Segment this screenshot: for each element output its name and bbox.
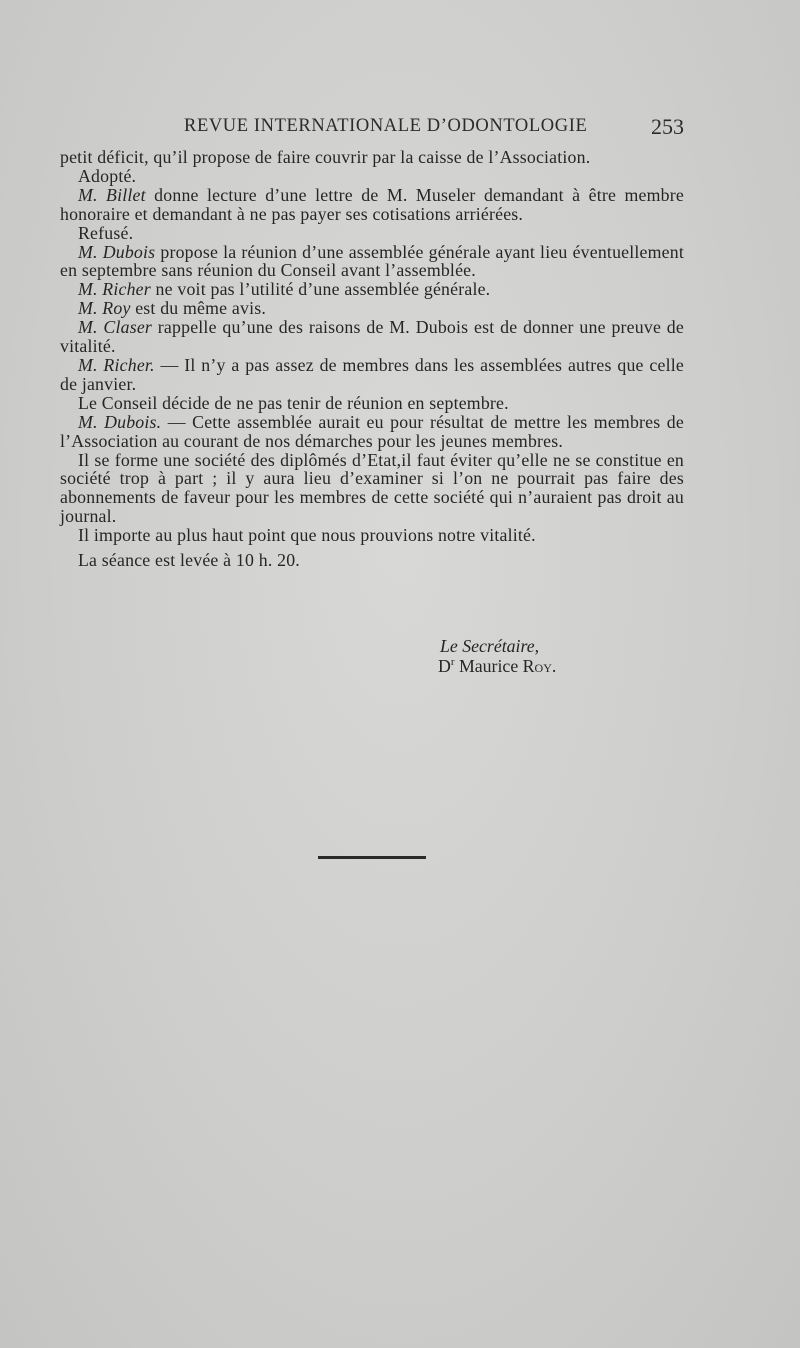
body-text	[60, 148, 684, 570]
speaker-name: M. Dubois.	[78, 411, 162, 432]
signature-name: $D^r$ Maurice Roy.	[438, 656, 557, 676]
signature-role: Le Secrétaire,	[440, 636, 540, 656]
closing-line: La séance est levée à 10 h. 20.	[78, 550, 300, 571]
paragraph: M. Claser rappelle qu’une des raisons de M. Dubois est de donner une preuve de vitalité.	[60, 317, 684, 357]
speaker-name: M. Richer	[78, 279, 151, 300]
paragraph: Refusé.	[78, 222, 134, 243]
speaker-name: M. Roy	[78, 298, 131, 319]
paragraph: M. Dubois. — Cette assemblée aurait eu pour résultat de mettre les membres de l’Association au courant de nos démarches pour les jeunes membres.	[60, 411, 684, 451]
paragraph: M. Billet donne lecture d’une lettre de M. Museler demandant à être membre honoraire et demandant à ne pas payer ses cotisations arriérées.	[60, 184, 684, 224]
paragraph: M. Richer. — Il n’y a pas assez de membres dans les assemblées autres que celle de janvier.	[60, 354, 684, 394]
end-rule	[318, 856, 426, 859]
paragraph: Il importe au plus haut point que nous prouvions notre vitalité.	[78, 525, 536, 546]
page-number: 253	[651, 114, 684, 139]
paragraph: Il se forme une société des diplômés d’Etat,il faut éviter qu’elle ne se constitue en société trop à part ; il y aura lieu d’examiner si l’on ne pourrait pas faire des abonnements de faveur pour les membres de cette société qui n’auraient pas droit au journal.	[60, 449, 684, 527]
speaker-name: M. Claser	[78, 317, 153, 338]
running-title: REVUE INTERNATIONALE D’ODONTOLOGIE	[184, 116, 588, 136]
paragraph: Adopté.	[78, 165, 137, 186]
speaker-name: M. Billet	[78, 184, 146, 205]
paragraph: Le Conseil décide de ne pas tenir de réunion en septembre.	[78, 392, 509, 413]
paragraph: M. Richer ne voit pas l’utilité d’une assemblée générale.	[78, 279, 491, 300]
speaker-name: M. Dubois	[78, 241, 156, 262]
signature-block	[440, 636, 556, 676]
running-head	[60, 116, 684, 140]
paragraph: petit déficit, qu’il propose de faire couvrir par la caisse de l’Association.	[60, 147, 591, 167]
paragraph: M. Roy est du même avis.	[78, 298, 266, 319]
paragraph: M. Dubois propose la réunion d’une assemblée générale ayant lieu éventuellement en septembre sans réunion du Conseil avant l’assemblée.	[60, 241, 684, 281]
speaker-name: M. Richer.	[78, 354, 155, 375]
